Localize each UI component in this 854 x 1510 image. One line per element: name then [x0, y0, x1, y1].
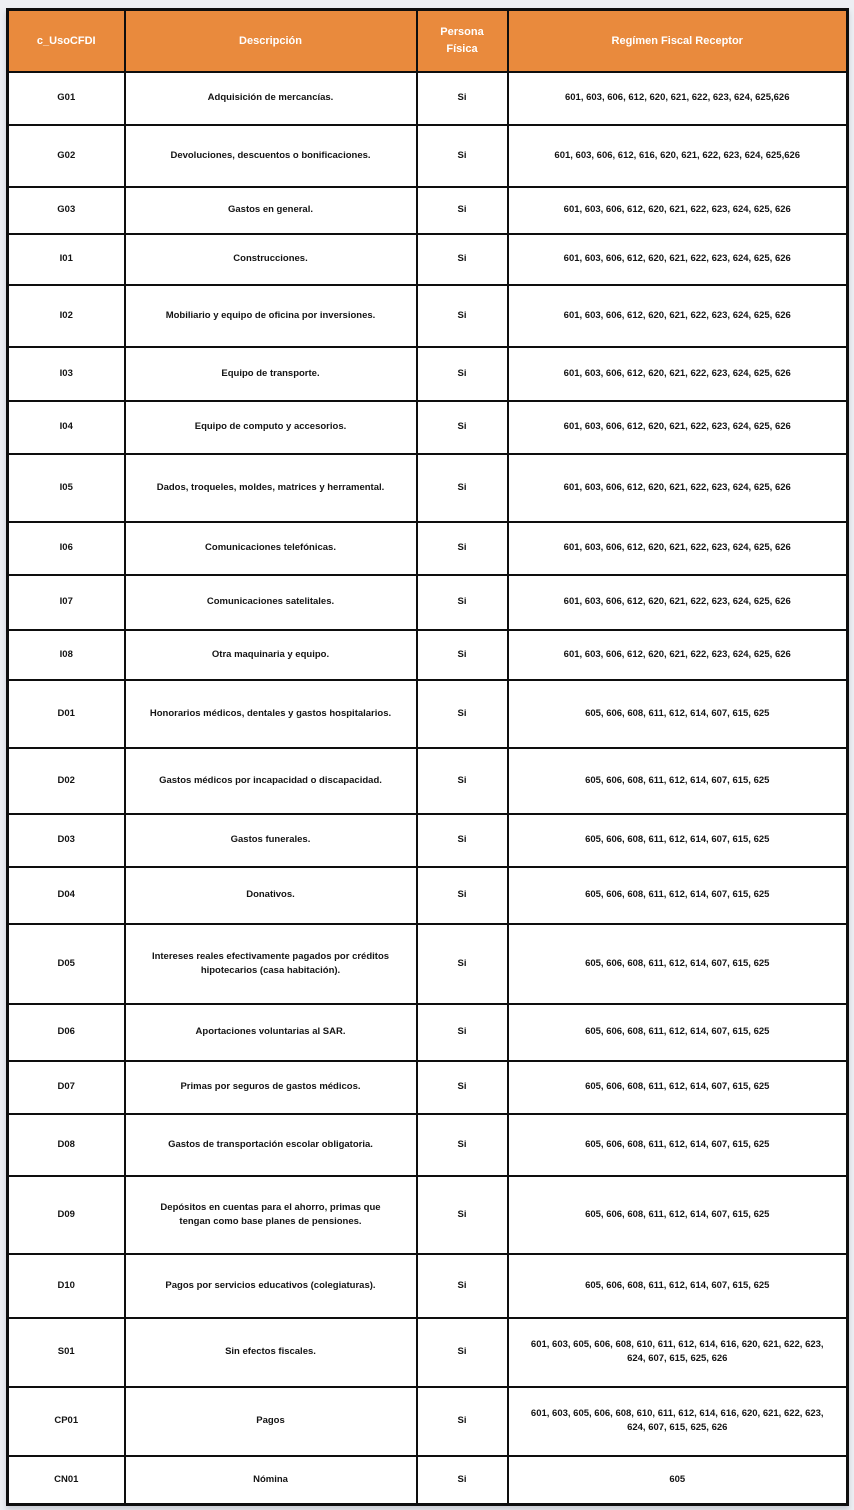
- cell-regimen-fiscal-receptor: 601, 603, 606, 612, 620, 621, 622, 623, 624, 625, 626: [508, 234, 848, 285]
- table-row: [8, 187, 848, 234]
- cell-descripcion: Nómina: [125, 1456, 417, 1505]
- table-row: [8, 234, 848, 285]
- table-row: [8, 1114, 848, 1176]
- cell-persona-fisica: Si: [417, 1456, 508, 1505]
- cell-persona-fisica: Si: [417, 1061, 508, 1114]
- cell-uso-cfdi: D01: [8, 680, 125, 748]
- cell-regimen-fiscal-receptor: 605, 606, 608, 611, 612, 614, 607, 615, 625: [508, 1176, 848, 1254]
- cell-descripcion: Comunicaciones satelitales.: [125, 575, 417, 630]
- cell-persona-fisica: Si: [417, 748, 508, 814]
- cell-regimen-fiscal-receptor: 601, 603, 605, 606, 608, 610, 611, 612, 614, 616, 620, 621, 622, 623, 624, 607, 615, 625, 626: [508, 1387, 848, 1456]
- table-row: [8, 285, 848, 347]
- cell-regimen-fiscal-receptor: 605, 606, 608, 611, 612, 614, 607, 615, 625: [508, 814, 848, 867]
- cell-uso-cfdi: D04: [8, 867, 125, 924]
- cell-regimen-fiscal-receptor: 601, 603, 606, 612, 620, 621, 622, 623, 624, 625, 626: [508, 454, 848, 522]
- table-row: [8, 1387, 848, 1456]
- cell-regimen-fiscal-receptor: 605, 606, 608, 611, 612, 614, 607, 615, 625: [508, 867, 848, 924]
- cell-regimen-fiscal-receptor: 601, 603, 606, 612, 620, 621, 622, 623, 624, 625,626: [508, 72, 848, 125]
- cell-descripcion: Dados, troqueles, moldes, matrices y herramental.: [125, 454, 417, 522]
- table-row: [8, 630, 848, 680]
- cell-descripcion: Sin efectos fiscales.: [125, 1318, 417, 1387]
- cell-descripcion: Gastos de transportación escolar obligatoria.: [125, 1114, 417, 1176]
- cell-persona-fisica: Si: [417, 1387, 508, 1456]
- table-row: [8, 1004, 848, 1061]
- cell-persona-fisica: Si: [417, 187, 508, 234]
- cell-descripcion: Aportaciones voluntarias al SAR.: [125, 1004, 417, 1061]
- cell-uso-cfdi: I03: [8, 347, 125, 401]
- cell-descripcion: Primas por seguros de gastos médicos.: [125, 1061, 417, 1114]
- cell-persona-fisica: Si: [417, 680, 508, 748]
- cell-persona-fisica: Si: [417, 924, 508, 1004]
- cell-persona-fisica: Si: [417, 1114, 508, 1176]
- cell-persona-fisica: Si: [417, 630, 508, 680]
- cell-descripcion: Gastos médicos por incapacidad o discapacidad.: [125, 748, 417, 814]
- col-header-descripcion: Descripción: [125, 10, 417, 72]
- cell-uso-cfdi: S01: [8, 1318, 125, 1387]
- table-row: [8, 401, 848, 454]
- table-row: [8, 1254, 848, 1318]
- cell-descripcion: Pagos: [125, 1387, 417, 1456]
- cell-descripcion: Equipo de transporte.: [125, 347, 417, 401]
- header-row: [8, 10, 848, 72]
- uso-cfdi-table: [6, 8, 849, 1506]
- table-row: [8, 924, 848, 1004]
- cell-regimen-fiscal-receptor: 605, 606, 608, 611, 612, 614, 607, 615, 625: [508, 680, 848, 748]
- cell-descripcion: Adquisición de mercancías.: [125, 72, 417, 125]
- cell-uso-cfdi: D10: [8, 1254, 125, 1318]
- table-row: [8, 1456, 848, 1505]
- cell-persona-fisica: Si: [417, 522, 508, 575]
- col-header-persona-fisica: Persona Física: [417, 10, 508, 72]
- cell-uso-cfdi: I08: [8, 630, 125, 680]
- cell-persona-fisica: Si: [417, 867, 508, 924]
- cell-regimen-fiscal-receptor: 601, 603, 605, 606, 608, 610, 611, 612, 614, 616, 620, 621, 622, 623, 624, 607, 615, 625, 626: [508, 1318, 848, 1387]
- cell-regimen-fiscal-receptor: 601, 603, 606, 612, 620, 621, 622, 623, 624, 625, 626: [508, 347, 848, 401]
- cell-persona-fisica: Si: [417, 285, 508, 347]
- cell-uso-cfdi: I07: [8, 575, 125, 630]
- cell-uso-cfdi: D03: [8, 814, 125, 867]
- cell-persona-fisica: Si: [417, 454, 508, 522]
- cell-descripcion: Construcciones.: [125, 234, 417, 285]
- cell-regimen-fiscal-receptor: 605, 606, 608, 611, 612, 614, 607, 615, 625: [508, 924, 848, 1004]
- cell-persona-fisica: Si: [417, 401, 508, 454]
- cell-descripcion: Honorarios médicos, dentales y gastos hospitalarios.: [125, 680, 417, 748]
- table-row: [8, 1318, 848, 1387]
- cell-uso-cfdi: G02: [8, 125, 125, 187]
- cell-regimen-fiscal-receptor: 601, 603, 606, 612, 620, 621, 622, 623, 624, 625, 626: [508, 285, 848, 347]
- table-row: [8, 814, 848, 867]
- col-header-c-usocfdi: c_UsoCFDI: [8, 10, 125, 72]
- cell-uso-cfdi: D05: [8, 924, 125, 1004]
- cell-persona-fisica: Si: [417, 575, 508, 630]
- cell-regimen-fiscal-receptor: 605, 606, 608, 611, 612, 614, 607, 615, 625: [508, 1254, 848, 1318]
- cell-descripcion: Otra maquinaria y equipo.: [125, 630, 417, 680]
- cell-persona-fisica: Si: [417, 814, 508, 867]
- cell-descripcion: Pagos por servicios educativos (colegiaturas).: [125, 1254, 417, 1318]
- col-header-regimen-fiscal-receptor: Regímen Fiscal Receptor: [508, 10, 848, 72]
- cell-descripcion: Comunicaciones telefónicas.: [125, 522, 417, 575]
- cell-persona-fisica: Si: [417, 234, 508, 285]
- cell-persona-fisica: Si: [417, 72, 508, 125]
- cell-regimen-fiscal-receptor: 601, 603, 606, 612, 620, 621, 622, 623, 624, 625, 626: [508, 401, 848, 454]
- cell-descripcion: Equipo de computo y accesorios.: [125, 401, 417, 454]
- cell-uso-cfdi: I05: [8, 454, 125, 522]
- cell-descripcion: Intereses reales efectivamente pagados por créditos hipotecarios (casa habitación).: [125, 924, 417, 1004]
- cell-descripcion: Gastos en general.: [125, 187, 417, 234]
- cell-uso-cfdi: D08: [8, 1114, 125, 1176]
- table-row: [8, 522, 848, 575]
- cell-descripcion: Depósitos en cuentas para el ahorro, primas que tengan como base planes de pensiones.: [125, 1176, 417, 1254]
- cell-regimen-fiscal-receptor: 601, 603, 606, 612, 620, 621, 622, 623, 624, 625, 626: [508, 630, 848, 680]
- cell-regimen-fiscal-receptor: 601, 603, 606, 612, 620, 621, 622, 623, 624, 625, 626: [508, 522, 848, 575]
- cell-uso-cfdi: D02: [8, 748, 125, 814]
- table-row: [8, 347, 848, 401]
- cell-regimen-fiscal-receptor: 601, 603, 606, 612, 620, 621, 622, 623, 624, 625, 626: [508, 575, 848, 630]
- cell-regimen-fiscal-receptor: 601, 603, 606, 612, 616, 620, 621, 622, 623, 624, 625,626: [508, 125, 848, 187]
- table-row: [8, 575, 848, 630]
- cell-regimen-fiscal-receptor: 601, 603, 606, 612, 620, 621, 622, 623, 624, 625, 626: [508, 187, 848, 234]
- table-row: [8, 867, 848, 924]
- cell-uso-cfdi: CN01: [8, 1456, 125, 1505]
- cell-uso-cfdi: D07: [8, 1061, 125, 1114]
- cell-uso-cfdi: D06: [8, 1004, 125, 1061]
- cell-regimen-fiscal-receptor: 605, 606, 608, 611, 612, 614, 607, 615, 625: [508, 748, 848, 814]
- cell-uso-cfdi: I04: [8, 401, 125, 454]
- cell-regimen-fiscal-receptor: 605, 606, 608, 611, 612, 614, 607, 615, 625: [508, 1004, 848, 1061]
- cell-descripcion: Mobiliario y equipo de oficina por inversiones.: [125, 285, 417, 347]
- table-row: [8, 1176, 848, 1254]
- cell-descripcion: Devoluciones, descuentos o bonificaciones.: [125, 125, 417, 187]
- cell-persona-fisica: Si: [417, 1318, 508, 1387]
- cell-uso-cfdi: D09: [8, 1176, 125, 1254]
- table-row: [8, 1061, 848, 1114]
- table-row: [8, 748, 848, 814]
- table-row: [8, 454, 848, 522]
- cell-persona-fisica: Si: [417, 347, 508, 401]
- cell-regimen-fiscal-receptor: 605, 606, 608, 611, 612, 614, 607, 615, 625: [508, 1061, 848, 1114]
- cell-uso-cfdi: I06: [8, 522, 125, 575]
- cell-persona-fisica: Si: [417, 125, 508, 187]
- cell-persona-fisica: Si: [417, 1004, 508, 1061]
- table-row: [8, 125, 848, 187]
- cell-descripcion: Gastos funerales.: [125, 814, 417, 867]
- cell-descripcion: Donativos.: [125, 867, 417, 924]
- cell-regimen-fiscal-receptor: 605, 606, 608, 611, 612, 614, 607, 615, 625: [508, 1114, 848, 1176]
- cell-uso-cfdi: I02: [8, 285, 125, 347]
- cell-regimen-fiscal-receptor: 605: [508, 1456, 848, 1505]
- cell-persona-fisica: Si: [417, 1176, 508, 1254]
- table-row: [8, 680, 848, 748]
- cell-uso-cfdi: CP01: [8, 1387, 125, 1456]
- table-row: [8, 72, 848, 125]
- cell-persona-fisica: Si: [417, 1254, 508, 1318]
- cell-uso-cfdi: G03: [8, 187, 125, 234]
- cell-uso-cfdi: G01: [8, 72, 125, 125]
- cell-uso-cfdi: I01: [8, 234, 125, 285]
